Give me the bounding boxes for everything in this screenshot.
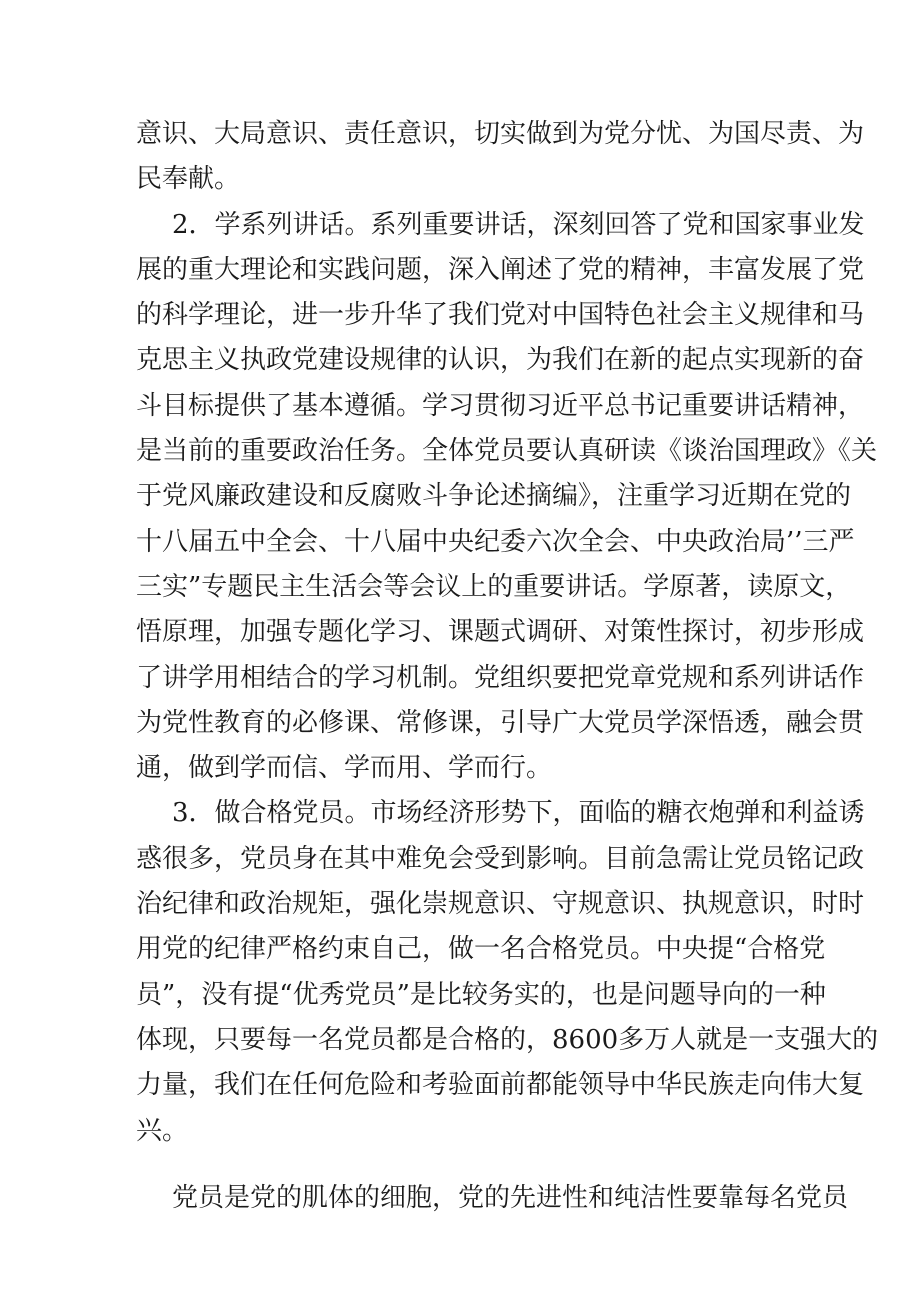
text-line: 通，做到学而信、学而用、学而行。 [136,753,553,784]
text-line: 是当前的重要政治任务。全体党员要认真研读《谈治国理政》《关 [136,436,878,467]
text-line: 的科学理论，进一步升华了我们党对中国特色社会主义规律和马 [136,300,865,331]
text-line: 十八届五中全会、十八届中央纪委六次全会、中央政治局’’三严 [136,526,855,557]
text-line: 意识、大局意识、责任意识，切实做到为党分忧、为国尽责、为 [136,119,865,149]
text-line: 于党风廉政建设和反腐败斗争论述摘编》，注重学习近期在党的 [136,481,852,512]
text-line: 斗目标提供了基本遵循。学习贯彻习近平总书记重要讲话精神， [136,390,865,421]
text-line: 用党的纪律严格约束自己，做一名合格党员。中央提“合格党 [136,934,826,965]
paragraph-item-2 [136,203,878,792]
text-line: 体现，只要每一名党员都是合格的，8600多万人就是一支强大的 [136,1024,879,1055]
text-line: 三实”专题民主生活会等会议上的重要讲话。学原著，读原文， [136,571,852,602]
paragraph-closing [136,1176,849,1221]
text-line: 民奉献。 [136,164,241,195]
paragraph-intro-continuation [136,112,865,203]
text-line: 克思主义执政党建设规律的认识，为我们在新的起点实现新的奋 [136,345,865,376]
text-line: 展的重大理论和实践问题，深入阐述了党的精神，丰富发展了党 [136,254,865,285]
text-line: 党员是党的肌体的细胞，党的先进性和纯洁性要靠每名党员 [172,1182,849,1213]
text-line: 3．做合格党员。市场经济形势下，面临的糖衣炮弹和利益诱 [172,798,865,829]
body-text [136,112,879,1221]
text-line: 为党性教育的必修课、常修课，引导广大党员学深悟透，融会贯 [136,707,865,738]
text-line: 治纪律和政治规矩，强化崇规意识、守规意识、执规意识，时时 [136,889,865,920]
text-line: 2．学系列讲话。系列重要讲话，深刻回答了党和国家事业发 [172,209,865,240]
text-line: 悟原理，加强专题化学习、课题式调研、对策性探讨，初步形成 [136,617,865,648]
text-line: 员”，没有提“优秀党员”是比较务实的，也是问题导向的一种 [136,979,826,1010]
text-line: 了讲学用相结合的学习机制。党组织要把党章党规和系列讲话作 [136,662,865,693]
paragraph-item-3 [136,791,879,1153]
text-line: 力量，我们在任何危险和考验面前都能领导中华民族走向伟大复 [136,1070,865,1101]
text-line: 兴。 [136,1115,189,1146]
text-line: 惑很多，党员身在其中难免会受到影响。目前急需让党员铭记政 [136,843,865,874]
